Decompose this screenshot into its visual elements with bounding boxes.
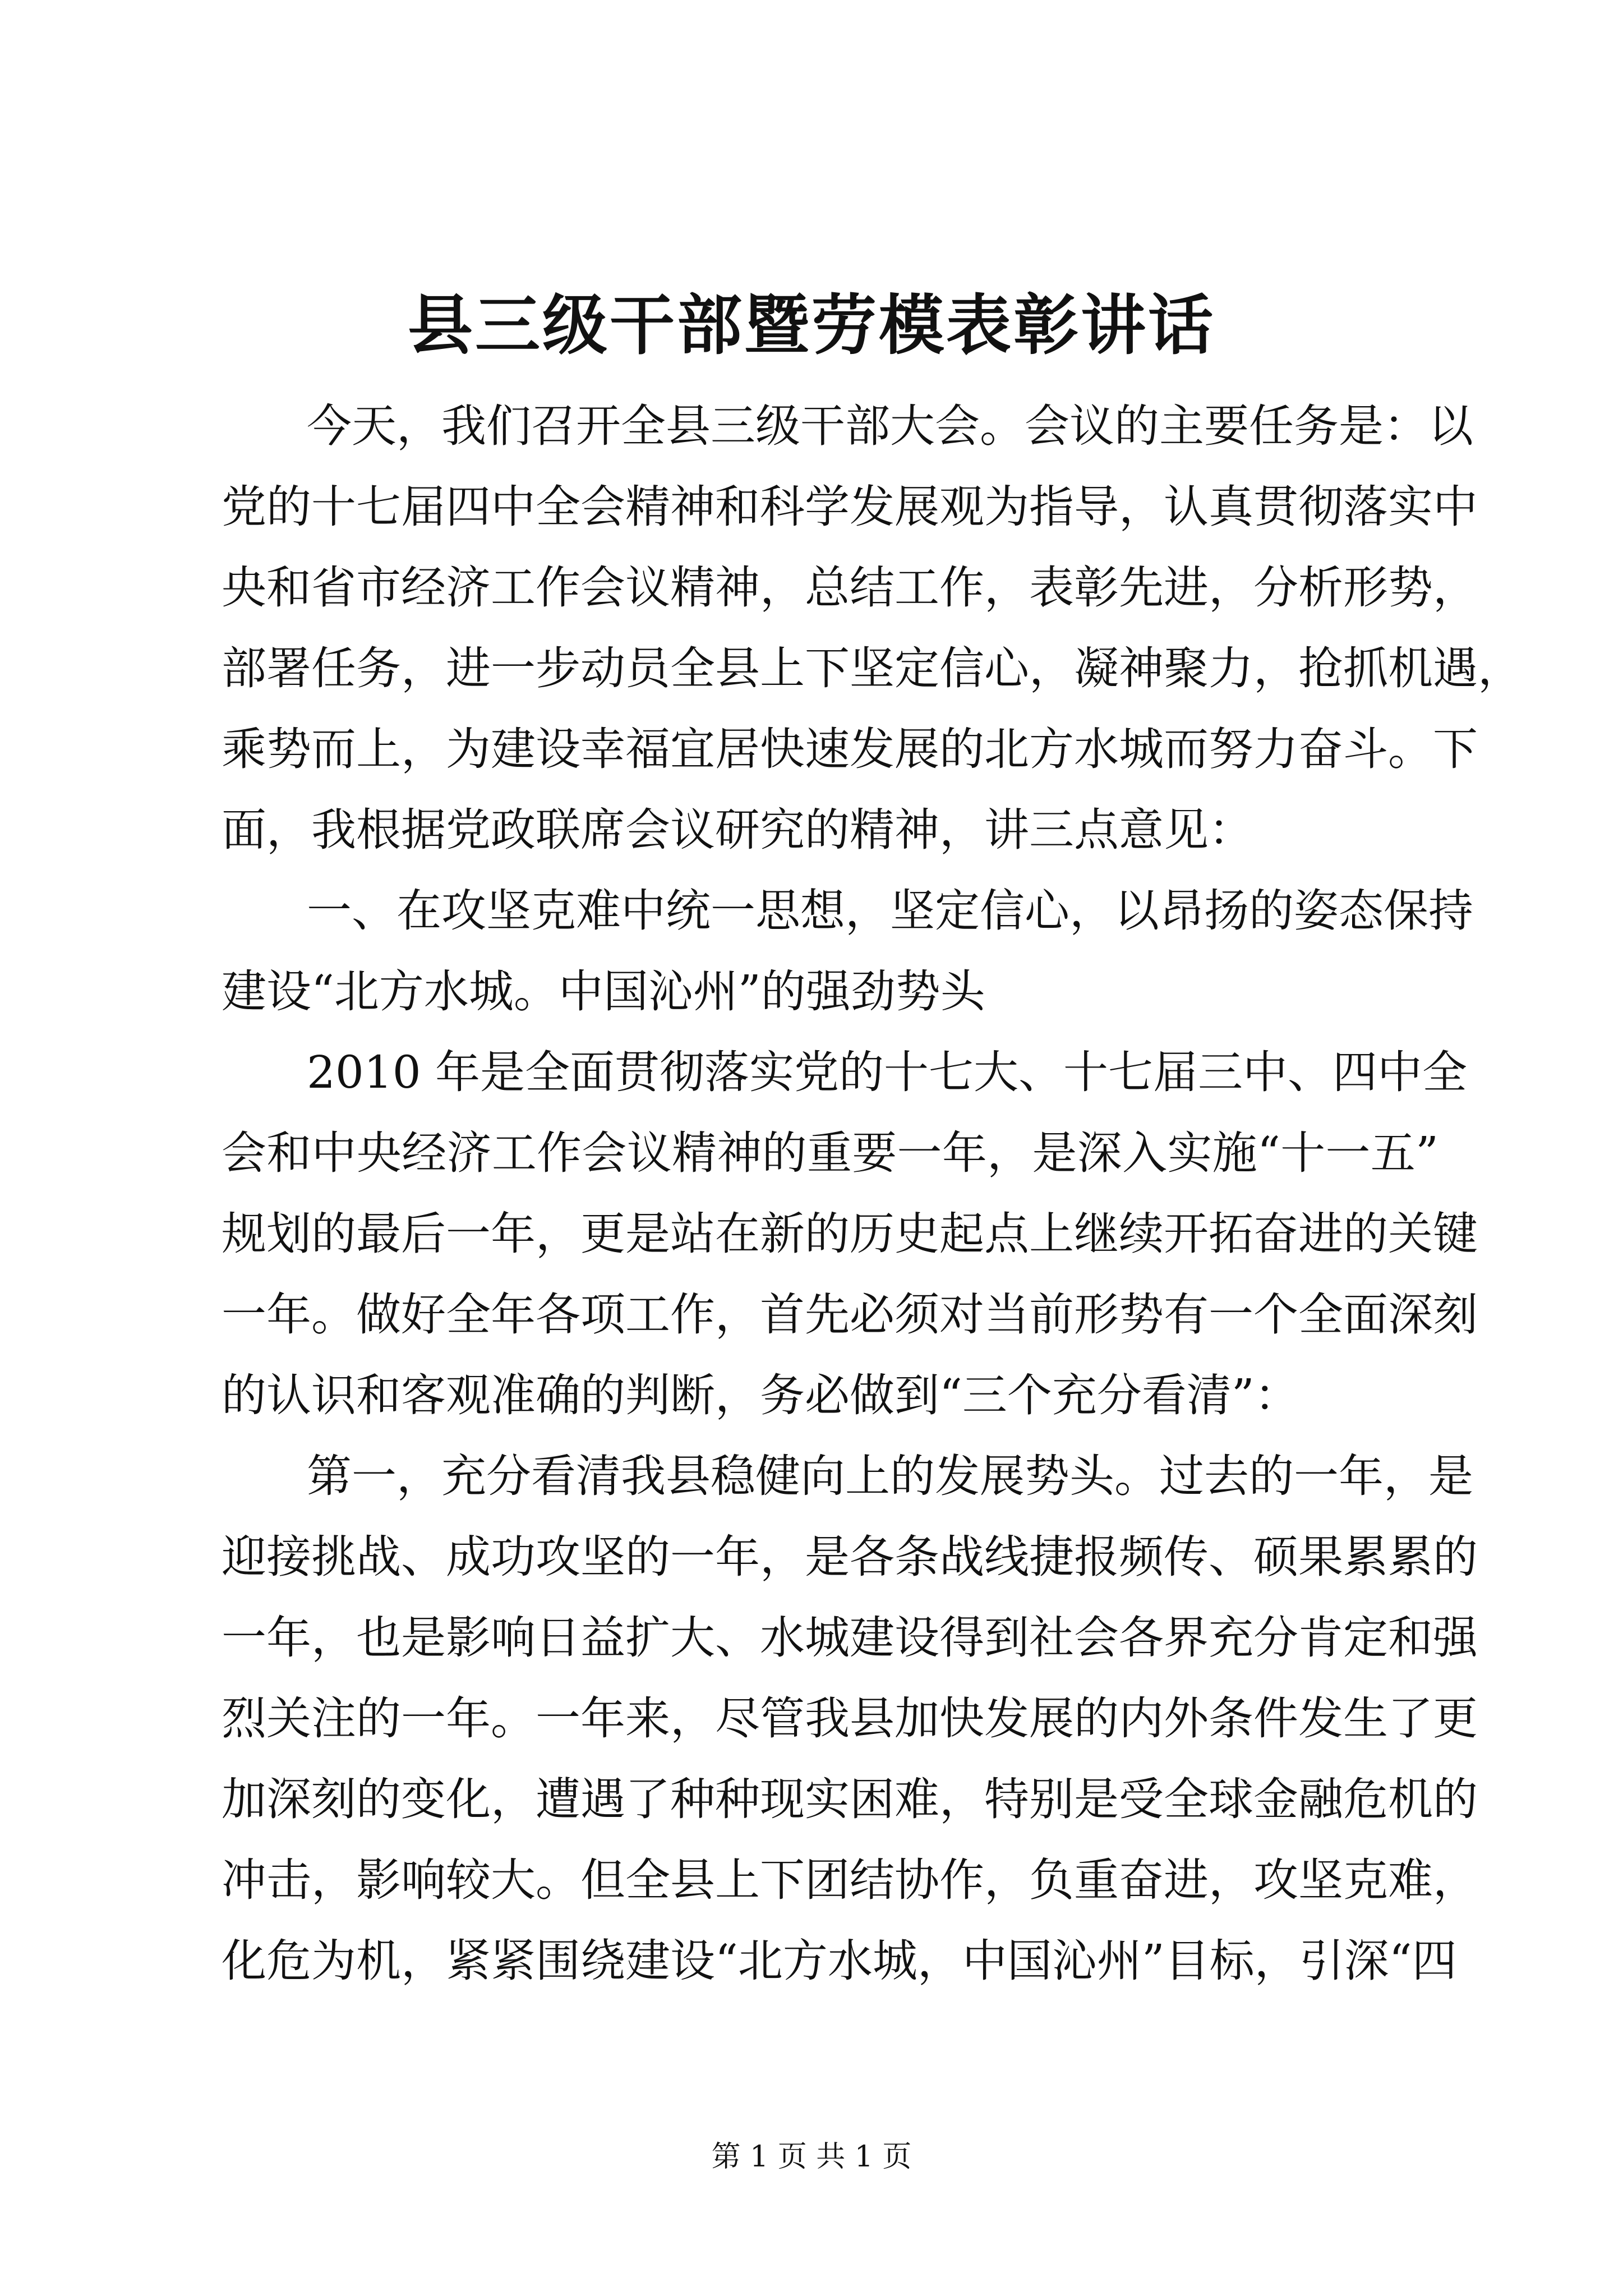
paragraph-line: 会和中央经济工作会议精神的重要一年，是深入实施“十一五” bbox=[222, 1127, 1438, 1179]
paragraph-line: 冲击，影响较大。但全县上下团结协作，负重奋进，攻坚克难， bbox=[222, 1854, 1478, 1906]
paragraph-line: 的认识和客观准确的判断，务必做到“三个充分看清”： bbox=[222, 1369, 1299, 1421]
paragraph-line: 一年，也是影响日益扩大、水城建设得到社会各界充分肯定和强 bbox=[222, 1612, 1478, 1664]
paragraph-line: 规划的最后一年，更是站在新的历史起点上继续开拓奋进的关键 bbox=[222, 1208, 1478, 1260]
paragraph-line: 2010 年是全面贯彻落实党的十七大、十七届三中、四中全 bbox=[307, 1046, 1468, 1098]
paragraph-line: 化危为机，紧紧围绕建设“北方水城，中国沁州”目标，引深“四 bbox=[222, 1935, 1457, 1987]
paragraph-line: 加深刻的变化，遭遇了种种现实困难，特别是受全球金融危机的 bbox=[222, 1773, 1478, 1825]
paragraph-line: 乘势而上，为建设幸福宜居快速发展的北方水城而努力奋斗。下 bbox=[222, 723, 1478, 775]
paragraph-line: 部署任务，进一步动员全县上下坚定信心，凝神聚力，抢抓机遇， bbox=[222, 642, 1523, 694]
paragraph-line: 一年。做好全年各项工作，首先必须对当前形势有一个全面深刻 bbox=[222, 1289, 1478, 1341]
document-title: 县三级干部暨劳模表彰讲话 bbox=[408, 287, 1215, 364]
section-heading-line: 一、在攻坚克难中统一思想，坚定信心，以昂扬的姿态保持 bbox=[307, 885, 1473, 937]
paragraph-line: 面，我根据党政联席会议研究的精神，讲三点意见： bbox=[222, 804, 1253, 856]
document-body bbox=[222, 386, 1523, 2001]
paragraph-line: 央和省市经济工作会议精神，总结工作，表彰先进，分析形势， bbox=[222, 562, 1478, 614]
paragraph-line: 第一，充分看清我县稳健向上的发展势头。过去的一年，是 bbox=[307, 1450, 1473, 1502]
section-heading-line: 建设“北方水城。中国沁州”的强劲势头 bbox=[222, 965, 985, 1018]
page-footer: 第 1 页 共 1 页 bbox=[711, 2140, 912, 2174]
paragraph-line: 迎接挑战、成功攻坚的一年，是各条战线捷报频传、硕果累累的 bbox=[222, 1531, 1478, 1583]
paragraph-line: 烈关注的一年。一年来，尽管我县加快发展的内外条件发生了更 bbox=[222, 1692, 1478, 1745]
paragraph-line: 今天，我们召开全县三级干部大会。会议的主要任务是：以 bbox=[307, 400, 1473, 452]
paragraph-line: 党的十七届四中全会精神和科学发展观为指导，认真贯彻落实中 bbox=[222, 481, 1478, 533]
